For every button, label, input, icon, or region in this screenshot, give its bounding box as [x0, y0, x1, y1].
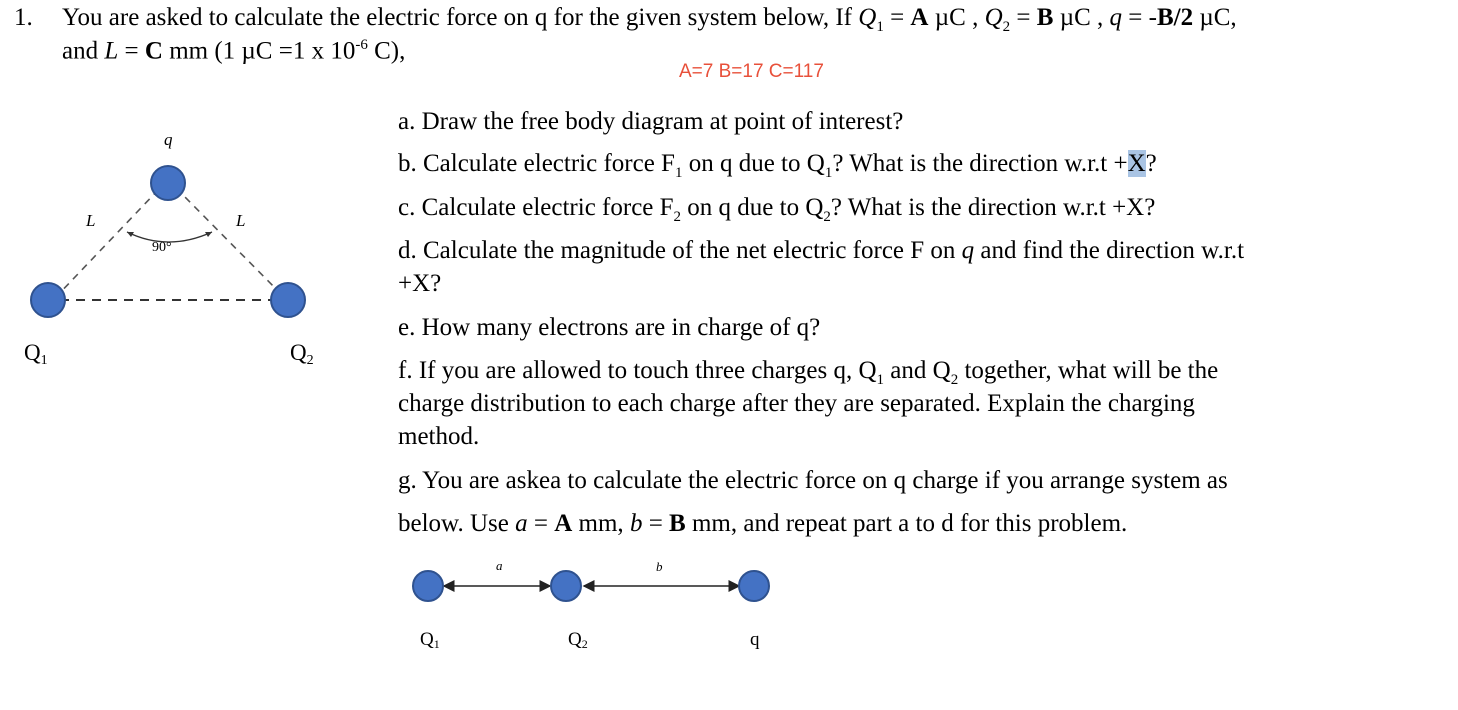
part-f-line1 — [398, 357, 1218, 389]
var-a: A — [554, 510, 573, 537]
question-intro-line1 — [62, 4, 1237, 36]
intro-text: You are asked to calculate the electric force on q for the given system below, If — [62, 4, 859, 31]
var-b: B — [669, 510, 686, 537]
q2-subscript: 2 — [1002, 19, 1011, 35]
label-q: q — [750, 629, 760, 650]
equals: = — [527, 510, 555, 537]
label-angle: 90° — [152, 240, 172, 255]
part-b-text: b. Calculate electric force F — [398, 150, 675, 177]
q-symbol: q — [961, 237, 975, 264]
part-g-line1: g. You are askea to calculate the electric force on q charge if you arrange system as — [398, 467, 1228, 494]
b-symbol: b — [629, 510, 643, 537]
part-f-text: f. If you are allowed to touch three charges q, Q — [398, 357, 877, 384]
charge-q2-circle — [551, 571, 581, 601]
part-d-text: d. Calculate the magnitude of the net electric force F on — [398, 237, 962, 264]
part-d-line1 — [398, 237, 1244, 265]
part-f-line2: charge distribution to each charge after they are separated. Explain the charging — [398, 390, 1195, 417]
highlighted-x: X — [1127, 150, 1146, 177]
unit: µC , — [928, 4, 985, 31]
unit-close: C), — [367, 37, 406, 65]
exponent: -6 — [355, 37, 368, 53]
part-d-line2: +X? — [398, 270, 442, 297]
subscript: 2 — [673, 209, 682, 225]
part-c-text: ? What is the direction w.r.t +X? — [830, 194, 1156, 221]
part-g-text: mm, — [572, 510, 630, 537]
equals: = — [1010, 4, 1037, 31]
q-value: B/2 — [1156, 4, 1194, 31]
part-b-text: on q due to Q — [682, 150, 825, 177]
label-q1: Q1 — [420, 629, 440, 651]
subscript: 1 — [674, 165, 683, 181]
unit: µC , — [1053, 4, 1110, 31]
question-intro-line2 — [62, 37, 405, 65]
charge-q2-circle — [271, 283, 305, 317]
label-q2: Q2 — [290, 340, 314, 368]
q2-symbol: Q — [984, 4, 1003, 31]
dashed-line-left — [55, 188, 160, 298]
part-g-text: below. Use — [398, 510, 516, 537]
q1-symbol: Q — [858, 4, 877, 31]
part-b — [398, 150, 1157, 182]
label-q2: Q2 — [568, 629, 588, 651]
part-f-text: and Q — [884, 357, 951, 384]
equals: = — [642, 510, 670, 537]
l-symbol: L — [104, 37, 119, 65]
part-c-text: on q due to Q — [681, 194, 824, 221]
equals: = — [883, 4, 911, 31]
charge-q1-circle — [31, 283, 65, 317]
var-c: C — [144, 37, 163, 65]
var-a: A — [910, 4, 929, 31]
q-symbol: q — [1109, 4, 1123, 31]
part-f-text: together, what will be the — [958, 357, 1219, 384]
part-d-text: and find the direction w.r.t — [974, 237, 1245, 264]
a-symbol: a — [515, 510, 528, 537]
subscript: 2 — [823, 209, 831, 225]
question-number: 1. — [14, 4, 33, 31]
given-values: A=7 B=17 C=117 — [679, 61, 824, 82]
label-b: b — [656, 559, 663, 574]
part-b-text: ? — [1145, 150, 1157, 177]
unit: µC, — [1193, 4, 1237, 31]
equals: = — [118, 37, 145, 65]
label-q1: Q1 — [24, 340, 48, 368]
part-f-line3: method. — [398, 423, 480, 450]
unit-text: mm (1 µC =1 x 10 — [162, 37, 356, 65]
subscript: 2 — [950, 372, 959, 388]
charge-q-circle — [739, 571, 769, 601]
charge-q-circle — [151, 166, 185, 200]
triangle-diagram — [0, 110, 360, 380]
label-a: a — [496, 558, 503, 573]
part-g-line2 — [398, 510, 1127, 538]
subscript: 1 — [824, 165, 833, 181]
label-q: q — [164, 130, 173, 149]
equals: = - — [1122, 4, 1157, 31]
var-b: B — [1036, 4, 1054, 31]
part-c-text: c. Calculate electric force F — [398, 194, 674, 221]
part-b-text: ? What is the direction w.r.t + — [832, 150, 1128, 177]
q1-subscript: 1 — [876, 19, 884, 35]
subscript: 1 — [876, 372, 885, 388]
dashed-line-right — [176, 188, 285, 298]
charge-q1-circle — [413, 571, 443, 601]
intro-text: and — [62, 37, 105, 65]
part-g-text: mm, and repeat part a to d for this problem. — [685, 510, 1128, 537]
label-l-left: L — [86, 211, 96, 230]
label-l-right: L — [236, 211, 246, 230]
part-c — [398, 194, 1155, 226]
linear-diagram — [400, 555, 800, 665]
part-e: e. How many electrons are in charge of q? — [398, 314, 821, 341]
part-a: a. Draw the free body diagram at point of interest? — [398, 108, 904, 135]
